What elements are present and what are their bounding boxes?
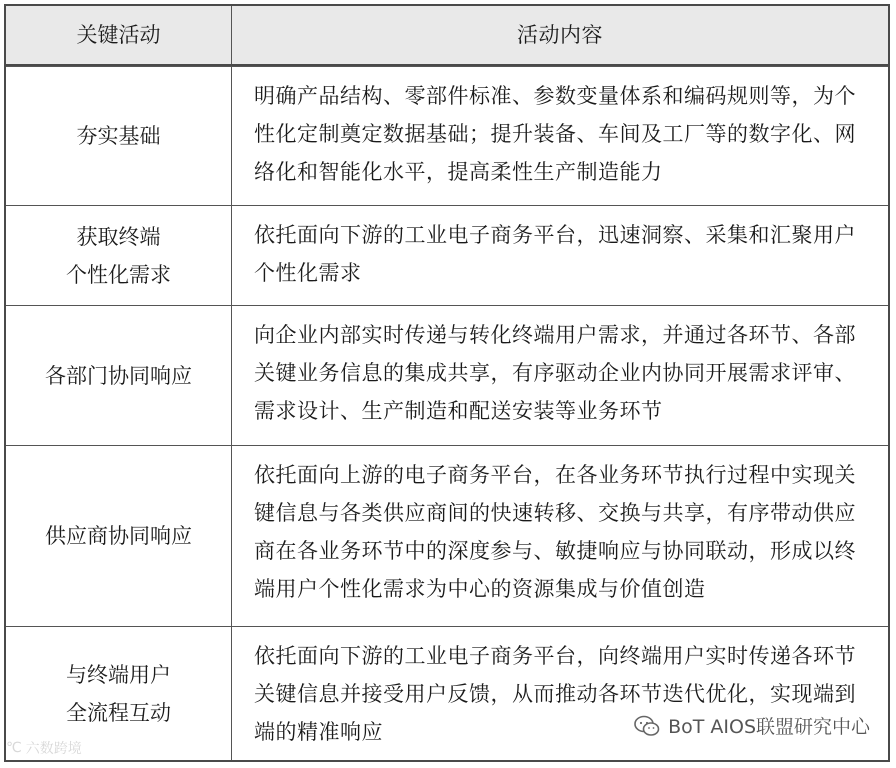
row-label-line: 供应商协同响应 [45,524,192,548]
wechat-icon [634,715,660,737]
table-row [6,66,888,205]
row-label-line: 与终端用户 [66,662,171,687]
row-label [6,206,232,305]
row-label [6,446,232,626]
watermark-left-text: 六数跨境 [25,741,82,757]
row-content: 明确产品结构、零部件标准、参数变量体系和编码规则等，为个性化定制奠定数据基础；提升装备、车间及工厂等的数字化、网络化和智能化水平，提高柔性生产制造能力 [254,84,856,184]
row-label-line: 全流程互动 [66,700,171,725]
watermark-right [634,712,870,739]
row-content: 依托面向下游的工业电子商务平台，向终端用户实时传递各环节关键信息并接受用户反馈，从而推动各环节迭代优化，实现端到端的精准响应 [254,644,856,744]
row-label-line: 各部门协同响应 [45,363,192,388]
row-label [6,67,232,205]
row-content: 依托面向上游的电子商务平台，在各业务环节执行过程中实现关键信息与各类供应商间的快速转移、交换与共享，有序带动供应商在各业务环节中的深度参与、敏捷响应与协同联动，形成以终端用户个性化需求为中心的资源集成与价值创造 [254,463,856,601]
row-content: 依托面向下游的工业电子商务平台，迅速洞察、采集和汇聚用户个性化需求 [254,223,856,285]
watermark-left [6,738,82,758]
table-row [6,305,888,445]
activity-table [4,4,890,762]
row-label-line: 获取终端 [76,224,161,249]
watermark-left-icon: ℃ [6,740,22,756]
table-header [6,6,888,66]
row-label-line: 夯实基础 [76,124,161,148]
row-label-line: 个性化需求 [66,262,171,287]
table-row [6,205,888,305]
watermark-right-text: BoT AIOS联盟研究中心 [668,716,870,738]
table-row [6,445,888,626]
header-activity-content: 活动内容 [517,23,603,47]
row-label [6,306,232,445]
row-content: 向企业内部实时传递与转化终端用户需求，并通过各环节、各部关键业务信息的集成共享，有序驱动企业内协同开展需求评审、需求设计、生产制造和配送安装等业务环节 [254,323,856,423]
table-row [6,626,888,760]
header-key-activity: 关键活动 [6,6,232,64]
